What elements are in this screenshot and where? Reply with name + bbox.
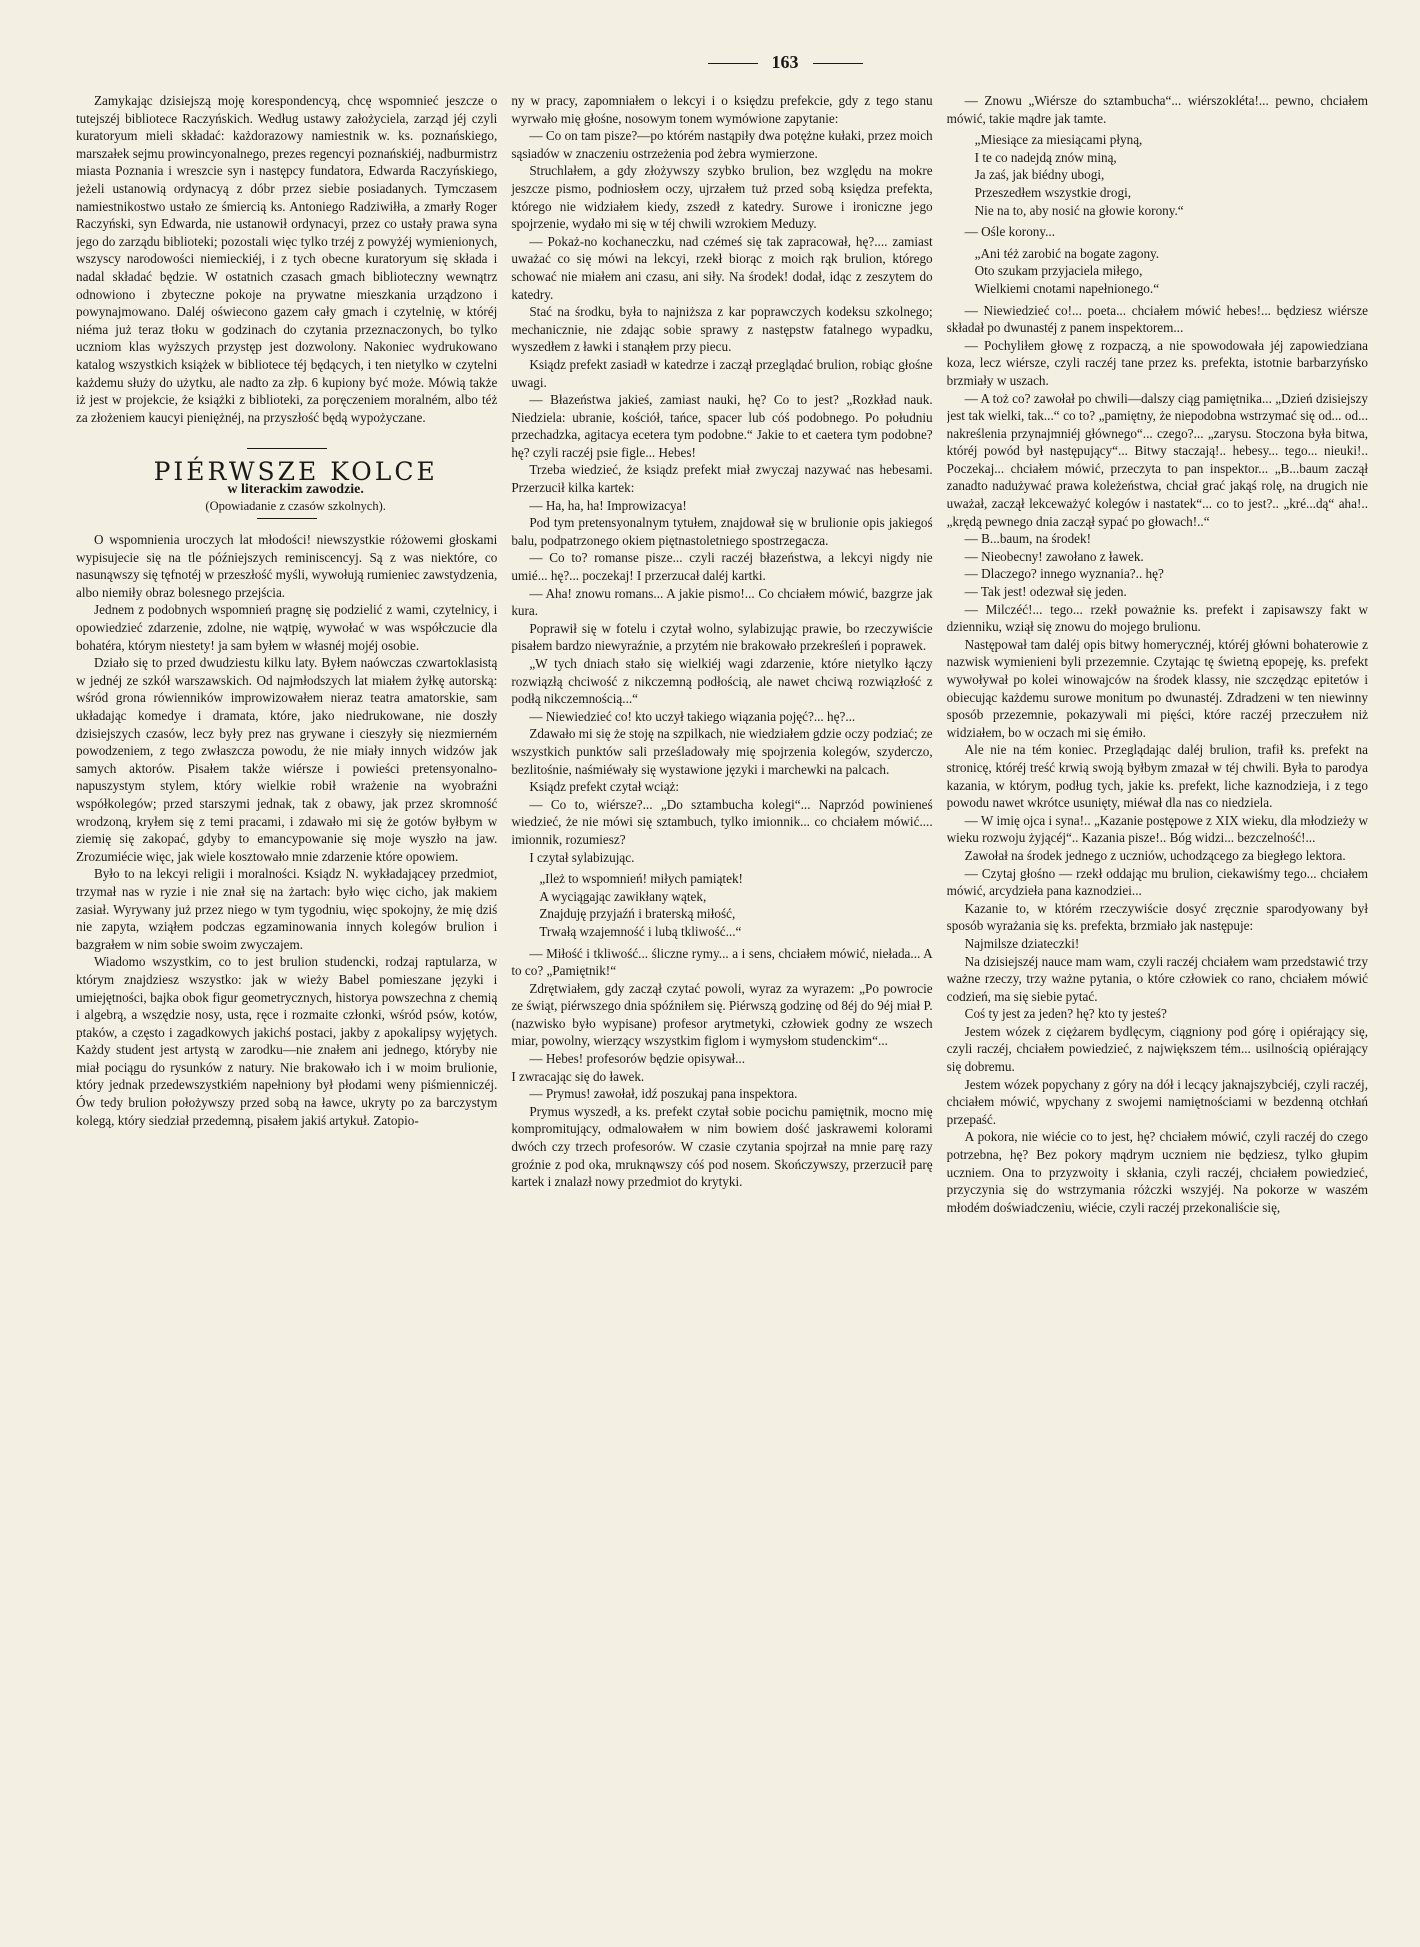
paragraph: — Czytaj głośno — rzekł oddając mu brulion, ciekawiśmy tego... chciałem mówić, arcydzieła pana kaznodziei... bbox=[946, 865, 1368, 899]
paragraph: — Niewiedzieć co! kto uczył takiego wiązania pojęć?... hę?... bbox=[529, 708, 856, 724]
paragraph: — Co to? romanse pisze... czyli raczéj błazeństwa, a lekcyi nigdy nie umié... hę?... poczekaj! I przerzucał daléj kartki. bbox=[511, 550, 933, 584]
paragraph: — Ha, ha, ha! Improwizacya! bbox=[529, 497, 687, 513]
paragraph: — Hebes! profesorów będzie opisywał... bbox=[529, 1051, 746, 1067]
column-1 bbox=[76, 92, 497, 1919]
paragraph: Poprawił się w fotelu i czytał wolno, sylabizując prawie, bo rzeczywiście pisałem bardzo niewyraźnie, a przytém nie brakowało przekreśleń i poprawek. bbox=[511, 620, 933, 654]
paragraph: Jednem z podobnych wspomnień pragnę się podzielić z wami, czytelnicy, i opowiedzieć zdarzenie, zdolne, nie wątpię, wywołać w was współczucie dla bohatéra, którym niestety! ja sam byłem w własnéj mojéj osobie. bbox=[76, 602, 498, 653]
verse-line: Nie na to, aby nosić na głowie korony.“ bbox=[974, 202, 1184, 218]
paragraph: — Błazeństwa jakieś, zamiast nauki, hę? Co to jest? „Rozkład nauk. Niedziela: ubranie, kościół, tańce, spacer lub cóś podobnego. Po południu przechadzka, agitacya ecetera tym podobne.“ Jakie to et caetera tym podobne? hę? czyli raczéj psie figle... Hebes! bbox=[511, 392, 933, 460]
header-rule-right bbox=[813, 63, 863, 64]
paragraph: Na dzisiejszéj nauce mam wam, czyli raczéj chciałem wam przedstawić trzy ważne rzeczy, trzy ważne pytania, o które człowiek co rano, chciałem mówić codzień, ma się siebie pytać. bbox=[946, 953, 1368, 1004]
paragraph: — Milczéć!... tego... rzekł poważnie ks. prefekt i zapisawszy fakt w dzienniku, wziął się znowu do mojego brulionu. bbox=[946, 601, 1368, 635]
paragraph: Stać na środku, była to najniższa z kar poprawczych kodeksu szkolnego; mechanicznie, nie zdając sobie sprawy z następstw fatalnego wypadku, wyszedłem z ławki i stanąłem przy piecu. bbox=[511, 304, 933, 355]
verse-line: „Miesiące za miesiącami płyną, bbox=[974, 132, 1143, 148]
paragraph: Zdawało mi się że stoję na szpilkach, nie wiedziałem gdzie oczy podziać; ze wszystkich punktów sali prześladowały mię spojrzenia kolegów, szyderczo, bezlitośnie, naśmiéwały się wystawione języki i marchewki na palcach. bbox=[511, 726, 933, 777]
verse-line: Trwałą wzajemność i lubą tkliwość...“ bbox=[539, 923, 742, 939]
paragraph: I czytał sylabizując. bbox=[529, 849, 635, 865]
paragraph: Ksiądz prefekt czytał wciąż: bbox=[529, 779, 680, 795]
verse-line: I te co nadejdą znów miną, bbox=[974, 149, 1117, 165]
article-subtitle: w literackim zawodzie. bbox=[227, 481, 364, 497]
article-title: PIÉRWSZE KOLCE bbox=[153, 457, 438, 487]
text-columns bbox=[76, 92, 1368, 1919]
paragraph: Pod tym pretensyonalnym tytułem, znajdował się w brulionie opis jakiegoś balu, podpatrzonego okiem piętnastoletniego spostrzegacza. bbox=[511, 515, 933, 548]
paragraph: — Nieobecny! zawołano z ławek. bbox=[964, 548, 1144, 564]
page-number-group bbox=[694, 52, 877, 73]
paragraph: — Co on tam pisze?—po którém nastąpiły dwa potężne kułaki, przez moich sąsiadów w znaczeniu ostrzeżenia pod żebra wymierzone. bbox=[511, 128, 933, 161]
paragraph: Jestem wózek popychany z góry na dół i lecący jaknajszybciéj, czyli raczéj, chciałem mówić, wpychany z swojemi namiętnościami w bezdenną otchłań przepaść. bbox=[946, 1076, 1368, 1127]
paragraph: Coś ty jest za jeden? hę? kto ty jesteś? bbox=[964, 1006, 1167, 1022]
verse-block bbox=[975, 245, 1368, 298]
title-rule bbox=[257, 518, 317, 519]
paragraph: — Aha! znowu romans... A jakie pismo!... Co chciałem mówić, bazgrze jak kura. bbox=[511, 585, 933, 619]
paragraph: Trzeba wiedzieć, że ksiądz prefekt miał zwyczaj nazywać nas hebesami. Przerzucił kilka kartek: bbox=[511, 462, 933, 496]
paragraph: Najmilsze dziateczki! bbox=[964, 935, 1080, 951]
paragraph: „W tych dniach stało się wielkiéj wagi zdarzenie, które nietylko łączy rozwiązłą chciwość z nikczemną podłością, ale nawet chciwą rozwiązłość z podłą nikczemnością...“ bbox=[511, 656, 933, 707]
paragraph: Kazanie to, w którém rzeczywiście dosyć zręcznie sparodyowany był sposób wyrażania się ks. prefekta, brzmiało jak następuje: bbox=[946, 900, 1368, 934]
verse-line: Ja zaś, jak biédny ubogi, bbox=[974, 167, 1105, 183]
paragraph: — Znowu „Wiérsze do sztambucha“... wiérszokléta!... pewno, chciałem mówić, takie mądre jak tamte. bbox=[946, 93, 1368, 126]
paragraph: Zamykając dzisiejszą moję korespondencyą, chcę wspomnieć jeszcze o tutejszéj bibliotece Raczyńskich. Według ustawy założyciela, zarząd jéj czyli kuratoryum mieli składać: każdorazowy namiestnik w. ks. poznańskiego, marszałek sejmu prowincyonalnego, prezes regencyi poznańskiéj, nadburmistrz miasta Poznania i wreszcie syn i następcy fundatora, Edwarda Raczyńskiego, jeżeli ustanowią ordynacyą z dóbr przez siebie posiadanych. Tymczasem namiestnikostwo ustało ze śmiercią ks. Antoniego Radziwiłła, a zmarły Roger Raczyński, syn Edwarda, nie ustanowił ordynacyi, przez co ustały prawa syna jego do zarządu biblioteki; pozostali więc tylko trzéj z powyżéj wymienionych, wszyscy narodowości niemieckiéj, i z tych obecne kuratoryum się składa i nadal składać będzie. W ostatnich czasach gmach biblioteczny wewnątrz odnowiono i zbyteczne pokoje na prywatne mieszkania urządzono i powynajmowano. Daléj oświecono gazem cały gmach i czytelnię, w któréj niéma już teraz tłoku w godzinach do czytania przeznaczonych, bo tylko uczniom klas wyższych przystęp jest dozwolony. Nakoniec wydrukowano katalog wszystkich książek w bibliotece téj będących, i ten nietylko w czytelni każdemu służy do użytku, ale nadto za złp. 6 kupiony być może. Mówią także iż jest w projekcie, że książki z biblioteki, za poręczeniem moralném, albo téż za złożeniem kaucyi pieniężnéj, na przyszłość będą wypożyczane. bbox=[76, 93, 498, 425]
paragraph: Następował tam daléj opis bitwy homerycznéj, któréj główni bohaterowie z nazwisk wymienieni byli przezemnie. Czytając tę świetną epopeję, ks. prefekt wywoływał po kolei winowajców na środek klassy, nie szczędząc epitetów i obiecując każdemu surowe monitum po dwunastéj. Zdradzeni w ten niewinny sposób przezemnie, pokazywali mi pięści, które raczéj przeczułem niż widziałem, bo w oczach mi się émiło. bbox=[946, 636, 1368, 740]
paragraph: — Ośle korony... bbox=[964, 224, 1056, 240]
paragraph: — A toż co? zawołał po chwili—dalszy ciąg pamiętnika... „Dzień dzisiejszy jest tak wielki, tak...“ co to? „pamiętny, że niepodobna wstrzymać się od... od... nakreślenia przynajmniéj głównego“... czego?... „zarysu. Stoczona była bitwa, któréj powód był następujący“... Bitwy staczają!.. hebesy... tego... nieuki!.. Poczekaj... chciałem mówić, przeczyta to pan inspektor... „B...baum zaczął zanadto nadużywać prawa koleżeństwa, chciał grać jakąś rolę, na drugich nie uważał, zaczął lekceważyć kolegów i nastatek“... co to jest?.. „kré...dą“ aha!.. „krędą pewnego dnia zaczął sypać po głowach!..“ bbox=[946, 390, 1368, 529]
verse-line: A wyciągając zawikłany wątek, bbox=[539, 888, 707, 904]
paragraph: Działo się to przed dwudziestu kilku laty. Byłem naówczas czwartoklasistą w jednéj ze szkół warszawskich. Od najmłodszych lat miałem żyłkę autorską: wśród grona rówienników improwizowałem nieraz teatra amatorskie, sam układając komedye i dramata, które, jako niedrukowane, nie doszły dzisiejszych czasów, lecz były prez nas grywane i cieszyły się niezmierném powodzeniem, z tego zwłaszcza powodu, że nie miały innych widzów jak samych aktorów. Pisałem także wiérsze i powieści pretensyonalno-napuszystym stylem, który wielkie robił wrażenie na wyobraźni współkolegów; przed starszymi jednak, tak z obawy, jak przez skromność wrodzoną, kryłem się z temi pracami, i zdawało mi się że gotów byłbym w ziemię się zakopać, gdyby to emancypowanie się moje wyszło na jaw. Zrozumiécie więc, jak wiele kosztowało mnie zdarzenie które opowiem. bbox=[76, 655, 498, 864]
paragraph: Wiadomo wszystkim, co to jest brulion studencki, rodzaj raptularza, w którym znajdziesz wszystko: jak w wieży Babel pomieszane języki i umiejętności, bajka obok figur geometrycznych, historya powszechna z chemią i algebrą, a wszędzie nosy, usta, ręce i rozmaite członki, wśród psów, kotów, ptaków, a często i zagadkowych jakichś postaci, jakby z apokalipsy wyjętych. Każdy student jest artystą w zarodku—nie znałem ani jednego, któryby nie miał pociągu do rysunków z natury. Nie brakowało ich i w moim brulionie, który jednak przedewszystkiém napełniony był płodami weny piśmienniczéj. Ów tedy brulion położywszy przed sobą na ławce, ukryty po za barczystym kolegą, który siedział przedemną, pisałem jakiś artykuł. Zatopio- bbox=[76, 954, 498, 1128]
paragraph: Ale nie na tém koniec. Przeglądając daléj brulion, trafił ks. prefekt na stronicę, któréj treść krwią swoją byłbym zmazał w téj chwili. Była to parodya kazania, w którym, podług tych, jakie ks. prefekt, liche kaznodzieja, i z tego powodu nawet wkrótce usunięty, miéwał dla nas co niedziela. bbox=[946, 742, 1368, 811]
paragraph: Zawołał na środek jednego z uczniów, uchodzącego za biegłego lektora. bbox=[964, 847, 1346, 863]
paragraph: Zdrętwiałem, gdy zaczął czytać powoli, wyraz za wyrazem: „Po powrocie ze świąt, piérwszego dnia spóźniłem się. Piérwszą godzinę od 8éj do 9éj miał P. (nazwisko było wypisane) profesor arytmetyki, człowiek godny ze wszech miar, powolny, wierzący wszystkim figlom i wymysłom studenckim“... bbox=[511, 980, 933, 1049]
header-rule-left bbox=[708, 63, 758, 64]
paragraph: ny w pracy, zapomniałem o lekcyi i o księdzu prefekcie, gdy z tego stanu wyrwało mię głośne, nosowym tonem wymówione zapytanie: bbox=[511, 93, 933, 126]
verse-line: Wielkiemi cnotami napełnionego.“ bbox=[974, 280, 1160, 296]
paragraph: — Niewiedzieć co!... poeta... chciałem mówić hebes!... będziesz wiérsze składał po dwunastéj z panem inspektorem... bbox=[946, 302, 1368, 336]
paragraph: Struchlałem, a gdy złożywszy szybko brulion, bez względu na mokre jeszcze pismo, podniosłem oczy, ujrzałem tuż przed sobą księdza prefekta, którego nie widziałem kiedy, zszedł z katedry. Surowe i ironiczne jego spojrzenie, wydało mi się w téj chwili wzrokiem Meduzy. bbox=[511, 163, 933, 232]
paragraph: — Pokaż-no kochaneczku, nad czémeś się tak zapracował, hę?.... zamiast uważać co się mówi na lekcyi, rzekł biorąc z moich rąk brulion, którego schować nie miałem ani czasu, ani siły. Na środek! dodał, idąc z zeszytem do katedry. bbox=[511, 233, 933, 302]
column-3 bbox=[947, 92, 1368, 1919]
paragraph: Jestem wózek z ciężarem bydlęcym, ciągniony pod górę i opiérający się, czyli raczéj, chciałem powiedzieć, z największem tém... usilnością opiérający się dobremu. bbox=[946, 1023, 1368, 1075]
paragraph: Ksiądz prefekt zasiadł w katedrze i zaczął przeglądać brulion, robiąc głośne uwagi. bbox=[511, 356, 933, 390]
paragraph: — W imię ojca i syna!.. „Kazanie postępowe z XIX wieku, dla młodzieży w wieku rozwoju żyjącéj“.. Kazania pisze!.. Bóg widzi... bezczelność!... bbox=[946, 812, 1368, 846]
verse-line: Przeszedłem wszystkie drogi, bbox=[974, 184, 1132, 200]
section-divider bbox=[247, 448, 327, 449]
paragraph: — Miłość i tkliwość... śliczne rymy... a i sens, chciałem mówić, niełada... A to co? „Pamiętnik!“ bbox=[511, 945, 933, 979]
verse-line: Oto szukam przyjaciela miłego, bbox=[974, 263, 1143, 279]
paragraph: I zwracając się do ławek. bbox=[511, 1068, 645, 1084]
paragraph: Było to na lekcyi religii i moralności. Ksiądz N. wykładającey przedmiot, trzymał nas w ryzie i nie znał się na żartach: było więc cicho, jak makiem zasiał. Wyrywany już przez niego w tym tygodniu, więc spokojny, że mię dziś nie zapyta, wziąłem podczas egzaminowania innych kolegów brulion i bazgrałem w nim sobie swoim zwyczajem. bbox=[76, 866, 498, 952]
paragraph: O wspomnienia uroczych lat młodości! niewszystkie różowemi głoskami wypisujecie się na tle późniejszych reminiscencyj. Są z was niektóre, co nasunąwszy się tęfnotéj w przeszłość myśli, wywołują rumieniec zawstydzenia, albo niemiły obraz bolesnego przejścia. bbox=[76, 532, 498, 600]
page-number: 163 bbox=[771, 52, 799, 72]
verse-block bbox=[539, 870, 932, 940]
verse-line: Znajduję przyjaźń i braterską miłość, bbox=[539, 906, 736, 922]
article-note: (Opowiadanie z czasów szkolnych). bbox=[205, 499, 386, 514]
paragraph: — Tak jest! odezwał się jeden. bbox=[964, 584, 1127, 600]
paragraph: — Co to, wiérsze?... „Do sztambucha kolegi“... Naprzód powinieneś wiedzieć, że nie mówi się sztambuch, tylko imionnik... co chciałem mówić.... imionnik, rozumiesz? bbox=[511, 796, 933, 847]
verse-line: „Ileż to wspomnień! miłych pamiątek! bbox=[539, 871, 743, 887]
verse-block bbox=[975, 131, 1368, 219]
paragraph: Prymus wyszedł, a ks. prefekt czytał sobie pocichu pamiętnik, mocno mię kompromitujący, odmalowałem w nim bowiem dość jaskrawemi kolorami dwóch czy trzech profesorów. W czasie czytania spojrzał na mnie parę razy groźnie z pod oka, mruknąwszy cóś pod nosem. Skończywszy, przerzucił parę kartek i znalazł nowy przedmiot do krytyki. bbox=[511, 1103, 933, 1190]
column-2 bbox=[511, 92, 932, 1919]
paragraph: — Dlaczego? innego wyznania?.. hę? bbox=[964, 566, 1164, 582]
paragraph: — B...baum, na środek! bbox=[964, 531, 1092, 547]
paragraph: A pokora, nie wiécie co to jest, hę? chciałem mówić, czyli raczéj do czego potrzebna, hę? Bez pokory mądrym uczniem nie będziesz, tylko głupim uczniem. Ona to przyzwoity i skłania, czyli raczéj, chciałem powiedzieć, przyczynia się do wstrzymania różczki wszyjéj. Na pokorze w waszém młodém doświadczeniu, wiécie, czyli raczéj przekonaliście się, bbox=[946, 1129, 1368, 1215]
page-header bbox=[0, 52, 1420, 73]
paragraph: — Prymus! zawołał, idź poszukaj pana inspektora. bbox=[529, 1086, 798, 1102]
paragraph: — Pochyliłem głowę z rozpaczą, a nie spowodowała jéj zapowiedziana koza, lecz wiérsze, czyli raczéj tane przez ks. prefekta, istotnie barbarzyńsko brzmiały w uszach. bbox=[946, 337, 1368, 388]
verse-line: „Ani téż zarobić na bogate zagony. bbox=[974, 245, 1160, 261]
